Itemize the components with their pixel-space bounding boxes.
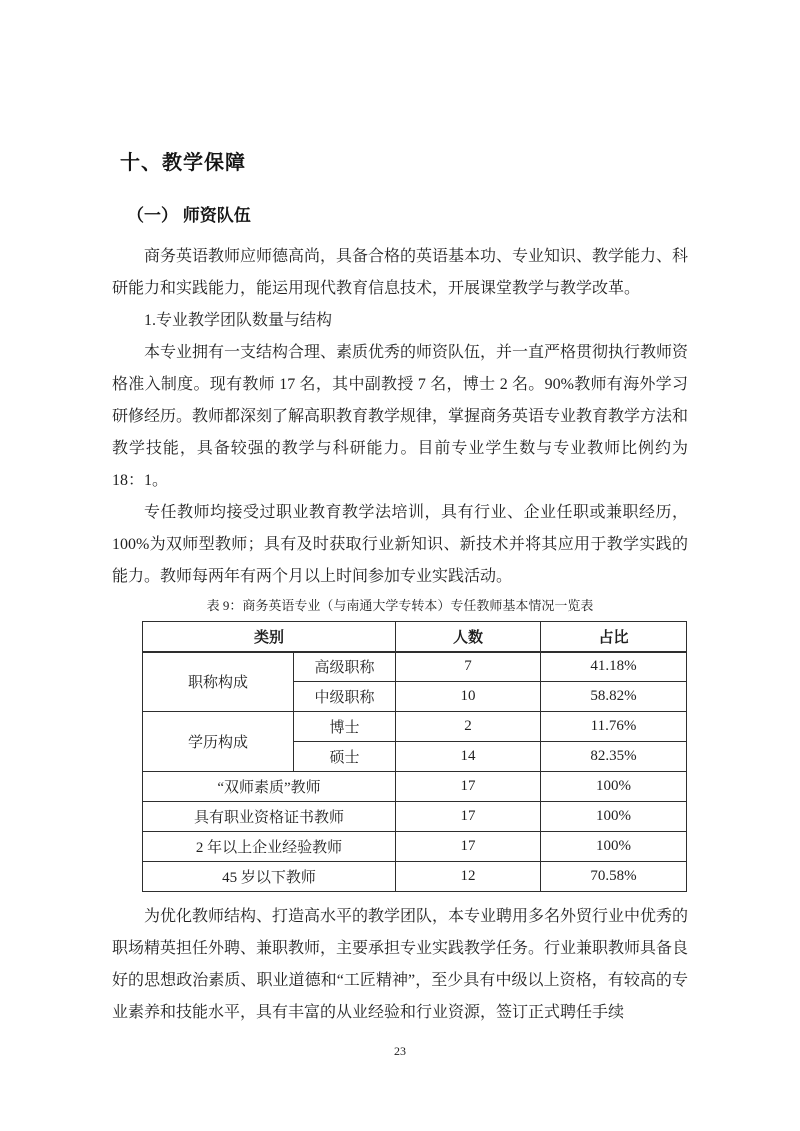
cell-dual-qualified-label: “双师素质”教师 <box>143 772 396 802</box>
cell-senior-title-label: 高级职称 <box>294 652 396 682</box>
cell-senior-title-ratio: 41.18% <box>541 652 687 682</box>
paragraph-teacher-qualities: 商务英语教师应师德高尚，具备合格的英语基本功、专业知识、教学能力、科研能力和实践能力，能运用现代教育信息技术，开展课堂教学与教学改革。 <box>112 248 689 297</box>
cell-mid-title-count: 10 <box>396 682 541 712</box>
chapter-heading: 十、教学保障 <box>120 152 246 174</box>
cell-under45-label: 45 岁以下教师 <box>143 862 396 892</box>
col-header-count: 人数 <box>396 622 541 652</box>
table-header-row <box>143 622 687 652</box>
paragraph-fulltime-teachers: 专任教师均接受过职业教育教学法培训，具有行业、企业任职或兼职经历，100%为双师型教师；具有及时获取行业新知识、新技术并将其应用于教学实践的能力。教师每两年有两个月以上时间参加专业实践活动。 <box>112 504 688 585</box>
cell-under45-ratio: 70.58% <box>541 862 687 892</box>
page-number: 23 <box>394 1044 406 1058</box>
row-under-45 <box>143 862 687 892</box>
cell-mid-title-ratio: 58.82% <box>541 682 687 712</box>
table-caption: 表 9：商务英语专业（与南通大学专转本）专任教师基本情况一览表 <box>206 598 594 613</box>
cell-certified-label: 具有职业资格证书教师 <box>143 802 396 832</box>
paragraph-parttime-teachers: 为优化教师结构、打造高水平的教学团队，本专业聘用多名外贸行业中优秀的职场精英担任外聘、兼职教师，主要承担专业实践教学任务。行业兼职教师具备良好的思想政治素质、职业道德和“工匠精神”，至少具有中级以上资格，有较高的专业素养和技能水平，具有丰富的从业经验和行业资源，签订正式聘任手续 <box>112 908 689 1021</box>
col-header-ratio: 占比 <box>541 622 687 652</box>
row-enterprise-experience <box>143 832 687 862</box>
row-dual-qualified <box>143 772 687 802</box>
group-label-degree-structure: 学历构成 <box>143 712 294 772</box>
cell-certified-count: 17 <box>396 802 541 832</box>
teacher-info-table <box>142 621 687 892</box>
cell-doctor-label: 博士 <box>294 712 396 742</box>
row-doctor <box>143 712 687 742</box>
section-heading: （一） 师资队伍 <box>127 206 251 225</box>
row-senior-title <box>143 652 687 682</box>
cell-senior-title-count: 7 <box>396 652 541 682</box>
cell-enterprise-count: 17 <box>396 832 541 862</box>
subheading-team-structure: 1.专业教学团队数量与结构 <box>144 312 333 329</box>
body-text-block <box>112 241 688 593</box>
cell-master-count: 14 <box>396 742 541 772</box>
cell-certified-ratio: 100% <box>541 802 687 832</box>
cell-enterprise-ratio: 100% <box>541 832 687 862</box>
cell-doctor-ratio: 11.76% <box>541 712 687 742</box>
cell-under45-count: 12 <box>396 862 541 892</box>
cell-dual-qualified-count: 17 <box>396 772 541 802</box>
col-header-category: 类别 <box>143 622 396 652</box>
row-certified <box>143 802 687 832</box>
cell-dual-qualified-ratio: 100% <box>541 772 687 802</box>
group-label-title-structure: 职称构成 <box>143 652 294 712</box>
cell-enterprise-label: 2 年以上企业经验教师 <box>143 832 396 862</box>
cell-doctor-count: 2 <box>396 712 541 742</box>
cell-master-label: 硕士 <box>294 742 396 772</box>
cell-master-ratio: 82.35% <box>541 742 687 772</box>
paragraph-faculty-overview: 本专业拥有一支结构合理、素质优秀的师资队伍，并一直严格贯彻执行教师资格准入制度。现有教师 17 名，其中副教授 7 名，博士 2 名。90%教师有海外学习研修经历。教师都深刻了解高职教育教学规律，掌握商务英语专业教育教学方法和教学技能，具备较强的教学与科研能力。目前专业学生数与专业教师比例约为 18：1。 <box>112 344 689 489</box>
cell-mid-title-label: 中级职称 <box>294 682 396 712</box>
